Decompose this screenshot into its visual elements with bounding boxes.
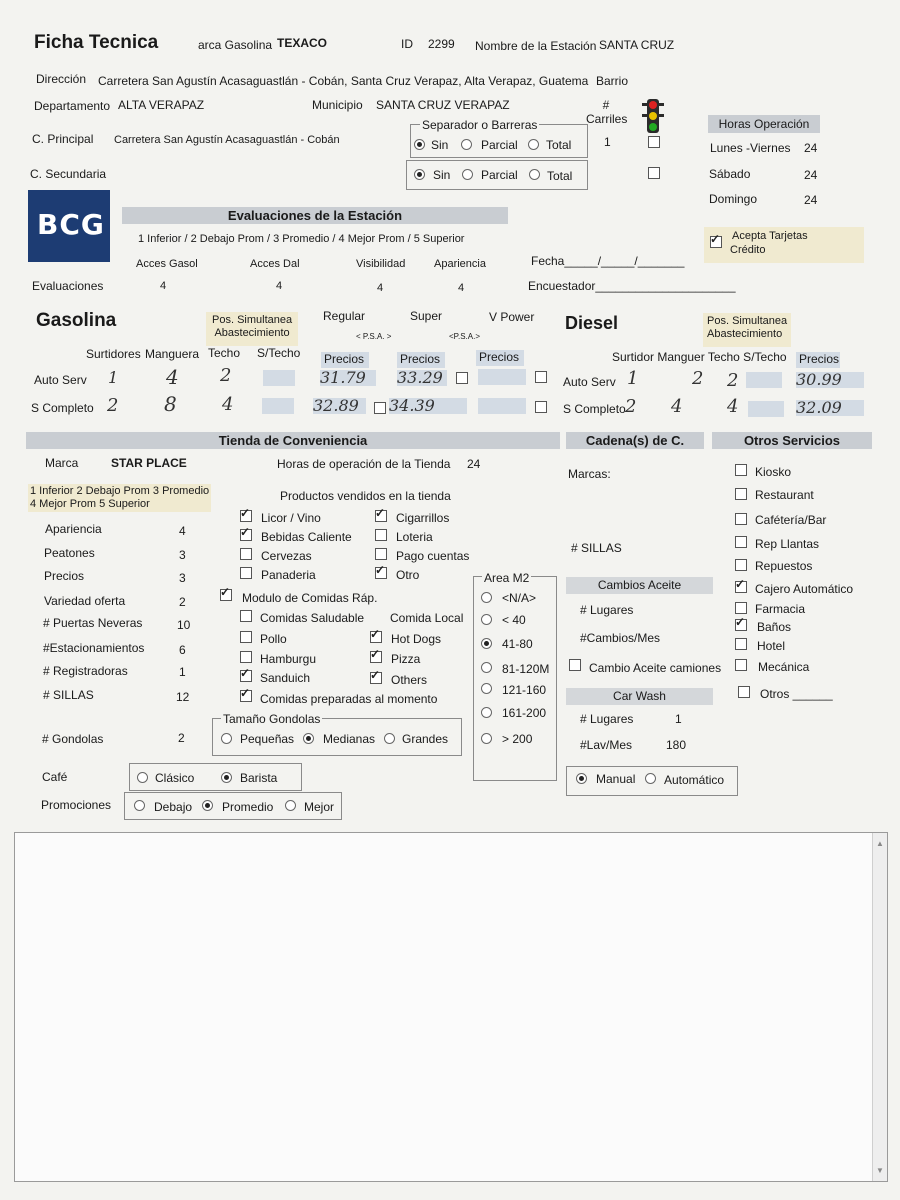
tienda-marca-label: Marca: [45, 456, 79, 470]
cafeteria-checkbox[interactable]: [735, 513, 747, 525]
diesel-auto-stecho[interactable]: [746, 372, 782, 388]
gondolas-value: 2: [178, 731, 185, 745]
carriles-label: # Carriles: [586, 98, 628, 126]
gas-auto-techo[interactable]: 2: [220, 365, 232, 386]
diesel-sc-techo[interactable]: 4: [727, 396, 739, 417]
tienda-horas-value: 24: [467, 457, 481, 471]
otros-header: Otros Servicios: [712, 432, 872, 449]
promociones-label: Promociones: [41, 798, 112, 812]
horas-lv-value: 24: [804, 141, 818, 155]
area-200-radio[interactable]: [481, 733, 492, 744]
horas-dom-value: 24: [804, 193, 818, 207]
area-41-80-radio[interactable]: [481, 638, 492, 649]
tienda-row-label: # SILLAS: [43, 688, 94, 702]
area-81-120-radio[interactable]: [481, 662, 492, 673]
eval-visibilidad: 4: [377, 282, 384, 294]
credito-label: Crédito: [730, 244, 766, 256]
farmacia-label: Farmacia: [755, 602, 806, 616]
direccion-value: Carretera San Agustín Acasaguastlán - Cobán, Santa Cruz Verapaz, Alta Verapaz, Guatema: [98, 74, 589, 88]
comida-local-label: Comida Local: [390, 611, 464, 625]
tienda-marca-value: STAR PLACE: [111, 456, 187, 470]
carwash-lav-label: #Lav/Mes: [580, 738, 633, 752]
station-label: Nombre de la Estación: [475, 39, 597, 53]
horas-dom-label: Domingo: [709, 192, 758, 206]
modulo-label: Modulo de Comidas Ráp.: [242, 591, 378, 605]
tienda-row-value: 3: [179, 571, 186, 585]
municipio-value: SANTA CRUZ VERAPAZ: [376, 98, 510, 112]
cervezas-label: Cervezas: [261, 549, 312, 563]
camiones-checkbox[interactable]: [569, 659, 581, 671]
cadenas-sillas-label: # SILLAS: [571, 541, 622, 555]
banos-checkbox[interactable]: [735, 619, 747, 631]
otros-label: Otros ______: [760, 687, 833, 701]
gas-sc-manguera[interactable]: 8: [164, 392, 177, 416]
evaluaciones-row-label: Evaluaciones: [32, 279, 104, 293]
carwash-header: Car Wash: [566, 688, 713, 705]
sanduich-label: Sanduich: [260, 671, 311, 685]
bebidas-label: Bebidas Caliente: [261, 530, 352, 544]
licor-checkbox[interactable]: [240, 510, 252, 522]
horas-sab-value: 24: [804, 168, 818, 182]
banos-label: Baños: [757, 620, 792, 634]
preparadas-label: Comidas preparadas al momento: [260, 692, 438, 706]
repuestos-checkbox[interactable]: [735, 559, 747, 571]
tienda-row-value: 3: [179, 548, 186, 562]
sep1-parcial-radio[interactable]: [461, 139, 472, 150]
col-acces-dal: Acces Dal: [250, 258, 300, 270]
gas-row-auto: Auto Serv: [34, 373, 87, 387]
tienda-row-label: #Estacionamientos: [43, 641, 145, 655]
medianas-radio[interactable]: [303, 733, 314, 744]
bebidas-checkbox[interactable]: [240, 529, 252, 541]
cajero-checkbox[interactable]: [735, 581, 747, 593]
bcg-logo: BCG: [28, 190, 110, 262]
tamano-label: Tamaño Gondolas: [223, 712, 321, 726]
col-acces-gasol: Acces Gasol: [136, 258, 198, 270]
pago-checkbox[interactable]: [375, 548, 387, 560]
sep2-total-label: Total: [547, 169, 573, 183]
col-manguera: Manguera: [145, 347, 200, 361]
area-na-label: <N/A>: [502, 591, 537, 605]
gas-auto-surtidores[interactable]: 1: [108, 368, 119, 387]
restaurant-label: Restaurant: [755, 488, 814, 502]
mejor-radio[interactable]: [285, 800, 296, 811]
cigarrillos-checkbox[interactable]: [375, 510, 387, 522]
diesel-cols: Surtidor Manguer Techo S/Techo: [612, 350, 787, 364]
col-super: Super: [410, 309, 443, 323]
station-value: SANTA CRUZ: [599, 38, 675, 52]
diesel-row-scompleto: S Completo: [563, 402, 626, 416]
area-121-160-label: 121-160: [502, 683, 547, 697]
mecanica-checkbox[interactable]: [735, 659, 747, 671]
pizza-checkbox[interactable]: [370, 651, 382, 663]
kiosko-label: Kiosko: [755, 465, 792, 479]
diesel-auto-surtidor[interactable]: 1: [627, 368, 639, 389]
tienda-row-label: Variedad oferta: [44, 594, 126, 608]
others-label: Others: [391, 673, 428, 687]
otros-checkbox[interactable]: [738, 686, 750, 698]
llantas-checkbox[interactable]: [735, 536, 747, 548]
marca-label: arca Gasolina: [198, 38, 273, 52]
tienda-scale: 1 Inferior 2 Debajo Prom 3 Promedio 4 Mejor Prom 5 Superior: [30, 485, 210, 510]
cprincipal-value: Carretera San Agustín Acasaguastlán - Cobán: [114, 134, 340, 146]
clasico-radio[interactable]: [137, 772, 148, 783]
grandes-label: Grandes: [402, 732, 449, 746]
gondolas-label: # Gondolas: [42, 732, 104, 746]
municipio-label: Municipio: [312, 98, 363, 112]
principal-semaforo-checkbox[interactable]: [648, 136, 660, 148]
area-41-80-label: 41-80: [502, 637, 533, 651]
gas-pos-simultanea: Pos. Simultanea Abastecimiento: [206, 312, 298, 346]
col-surtidores: Surtidores: [86, 347, 141, 361]
area-na-radio[interactable]: [481, 592, 492, 603]
cervezas-checkbox[interactable]: [240, 548, 252, 560]
area-200-label: > 200: [502, 732, 533, 746]
col-stecho: S/Techo: [257, 346, 301, 360]
mecanica-label: Mecánica: [758, 660, 810, 674]
otro-label: Otro: [396, 568, 420, 582]
tarjetas-label: Acepta Tarjetas: [732, 230, 808, 242]
precios-header-vpower: Precios: [476, 350, 524, 366]
pago-label: Pago cuentas: [396, 549, 470, 563]
sep2-parcial-label: Parcial: [481, 168, 518, 182]
secundaria-semaforo-checkbox[interactable]: [648, 167, 660, 179]
hotel-label: Hotel: [757, 639, 786, 653]
evaluaciones-scale: 1 Inferior / 2 Debajo Prom / 3 Promedio / 4 Mejor Prom / 5 Superior: [138, 233, 465, 245]
saludable-checkbox[interactable]: [240, 610, 252, 622]
encuestador-field[interactable]: Encuestador_____________________: [528, 279, 736, 293]
cafeteria-label: Cafétería/Bar: [755, 513, 827, 527]
cprincipal-label: C. Principal: [32, 132, 94, 146]
notes-textarea[interactable]: [14, 832, 888, 1182]
barrio-label: Barrio: [596, 74, 629, 88]
area-40-label: < 40: [502, 613, 526, 627]
sanduich-checkbox[interactable]: [240, 670, 252, 682]
saludable-label: Comidas Saludable: [260, 611, 365, 625]
pequenas-label: Pequeñas: [240, 732, 295, 746]
sep2-total-radio[interactable]: [529, 169, 540, 180]
barista-radio[interactable]: [221, 772, 232, 783]
sep1-total-radio[interactable]: [528, 139, 539, 150]
diesel-sc-surtidor[interactable]: 2: [625, 396, 637, 417]
sep1-parcial-label: Parcial: [481, 138, 518, 152]
horas-sab-label: Sábado: [709, 167, 751, 181]
area-40-radio[interactable]: [481, 614, 492, 625]
others-checkbox[interactable]: [370, 672, 382, 684]
separador-label: Separador o Barreras: [422, 118, 538, 132]
loteria-label: Loteria: [396, 530, 433, 544]
tienda-row-label: # Registradoras: [43, 664, 128, 678]
manual-label: Manual: [596, 772, 636, 786]
horas-lv-label: Lunes -Viernes: [710, 141, 791, 155]
restaurant-checkbox[interactable]: [735, 488, 747, 500]
otro-checkbox[interactable]: [375, 567, 387, 579]
col-visibilidad: Visibilidad: [356, 258, 406, 270]
diesel-auto-precio[interactable]: 30.99: [796, 372, 864, 388]
sep1-sin-radio[interactable]: [414, 139, 425, 150]
debajo-radio[interactable]: [134, 800, 145, 811]
gas-sc-regular[interactable]: 32.89: [313, 398, 366, 414]
gas-auto-regular[interactable]: 31.79: [320, 370, 376, 386]
notes-scrollbar[interactable]: [872, 833, 887, 1181]
gas-sc-stecho-field[interactable]: [262, 398, 294, 414]
gas-row-scompleto: S Completo: [31, 401, 94, 415]
diesel-auto-manguer[interactable]: 2: [692, 368, 704, 389]
panaderia-checkbox[interactable]: [240, 567, 252, 579]
area-group: [473, 576, 557, 781]
marca-value: TEXACO: [277, 36, 328, 50]
tienda-row-value: 2: [179, 595, 186, 609]
mejor-label: Mejor: [304, 800, 335, 814]
tienda-row-value: 10: [177, 618, 191, 632]
evaluaciones-header: Evaluaciones de la Estación: [122, 207, 508, 224]
pequenas-radio[interactable]: [221, 733, 232, 744]
gas-auto-vpower-checkbox[interactable]: [535, 371, 547, 383]
eval-acces-gasol: 4: [160, 280, 167, 292]
id-label: ID: [401, 37, 413, 51]
gas-sc-vpower-checkbox[interactable]: [535, 401, 547, 413]
cambios-lugares-label: # Lugares: [580, 603, 634, 617]
tienda-row-value: 6: [179, 643, 186, 657]
area-label: Area M2: [484, 571, 530, 585]
cambios-header: Cambios Aceite: [566, 577, 713, 594]
cigarrillos-label: Cigarrillos: [396, 511, 450, 525]
tienda-row-label: Apariencia: [45, 522, 102, 536]
hamburgu-checkbox[interactable]: [240, 651, 252, 663]
cambios-mes-label: #Cambios/Mes: [580, 631, 661, 645]
llantas-label: Rep Llantas: [755, 537, 820, 551]
depto-label: Departamento: [34, 99, 111, 113]
diesel-auto-techo[interactable]: 2: [727, 370, 739, 391]
eval-acces-dal: 4: [276, 280, 283, 292]
clasico-label: Clásico: [155, 771, 195, 785]
diesel-sc-precio[interactable]: 32.09: [796, 400, 864, 416]
form-title: Ficha Tecnica: [34, 32, 159, 53]
precios-header-super: Precios: [397, 352, 445, 368]
tarjetas-group: [704, 227, 864, 263]
depto-value: ALTA VERAPAZ: [118, 98, 205, 112]
pollo-label: Pollo: [260, 632, 287, 646]
tarjetas-checkbox[interactable]: [710, 236, 722, 248]
carwash-lugares-label: # Lugares: [580, 712, 634, 726]
gas-sc-techo[interactable]: 4: [222, 394, 234, 415]
tienda-row-label: # Puertas Neveras: [43, 616, 143, 630]
horas-header: Horas Operación: [708, 115, 820, 133]
gas-auto-super-checkbox[interactable]: [456, 372, 468, 384]
gas-auto-stecho-field[interactable]: [263, 370, 295, 386]
automatico-label: Automático: [664, 773, 725, 787]
kiosko-checkbox[interactable]: [735, 464, 747, 476]
tienda-row-label: Peatones: [44, 546, 95, 560]
manual-radio[interactable]: [576, 773, 587, 784]
sep2-sin-radio[interactable]: [414, 169, 425, 180]
sep2-parcial-radio[interactable]: [462, 169, 473, 180]
psa-label-2: <P.S.A.>: [449, 332, 480, 341]
diesel-pos-simultanea: Pos. Simultanea Abastecimiento: [703, 313, 791, 347]
sep1-sin-label: Sin: [431, 138, 449, 152]
hotdogs-label: Hot Dogs: [391, 632, 442, 646]
promedio-label: Promedio: [222, 800, 274, 814]
cadenas-header: Cadena(s) de C.: [566, 432, 704, 449]
col-apariencia: Apariencia: [434, 258, 486, 270]
tienda-row-value: 4: [179, 524, 186, 538]
repuestos-label: Repuestos: [755, 559, 813, 573]
tienda-row-label: Precios: [44, 569, 85, 583]
area-121-160-radio[interactable]: [481, 683, 492, 694]
marcas-label: Marcas:: [568, 467, 611, 481]
csecundaria-label: C. Secundaria: [30, 167, 107, 181]
automatico-radio[interactable]: [645, 773, 656, 784]
traffic-light-icon: [642, 99, 664, 138]
diesel-title: Diesel: [565, 313, 619, 333]
direccion-label: Dirección: [36, 72, 87, 86]
gas-sc-regular-checkbox[interactable]: [374, 402, 386, 414]
tienda-horas-label: Horas de operación de la Tienda: [277, 457, 451, 471]
col-techo: Techo: [208, 346, 241, 360]
grandes-radio[interactable]: [384, 733, 395, 744]
sep1-total-label: Total: [546, 138, 572, 152]
tienda-header: Tienda de Conveniencia: [26, 432, 560, 449]
tienda-row-value: 1: [179, 665, 186, 679]
hotdogs-checkbox[interactable]: [370, 631, 382, 643]
modulo-checkbox[interactable]: [220, 589, 232, 601]
gasolina-title: Gasolina: [36, 310, 117, 331]
area-161-200-label: 161-200: [502, 706, 547, 720]
gas-auto-super[interactable]: 33.29: [397, 370, 447, 386]
cajero-label: Cajero Automático: [755, 582, 854, 596]
psa-label-1: < P.S.A. >: [356, 332, 392, 341]
scroll-up-icon[interactable]: ▲: [876, 839, 884, 848]
gas-sc-super[interactable]: 34.39: [389, 398, 467, 414]
panaderia-label: Panaderia: [261, 568, 316, 582]
licor-label: Licor / Vino: [261, 511, 321, 525]
gas-auto-manguera[interactable]: 4: [166, 365, 179, 389]
carwash-lav-value: 180: [666, 738, 687, 752]
gas-auto-vpower[interactable]: [478, 369, 526, 385]
productos-label: Productos vendidos en la tienda: [280, 489, 451, 503]
diesel-sc-stecho[interactable]: [748, 401, 784, 417]
pollo-checkbox[interactable]: [240, 631, 252, 643]
medianas-label: Medianas: [323, 732, 376, 746]
area-161-200-radio[interactable]: [481, 707, 492, 718]
carriles-value: 1: [604, 135, 611, 149]
promedio-radio[interactable]: [202, 800, 213, 811]
hotel-checkbox[interactable]: [735, 638, 747, 650]
carwash-lugares-value: 1: [675, 712, 682, 726]
diesel-row-auto: Auto Serv: [563, 375, 616, 389]
precios-header-regular: Precios: [321, 352, 369, 368]
barista-label: Barista: [240, 771, 278, 785]
farmacia-checkbox[interactable]: [735, 602, 747, 614]
sep2-sin-label: Sin: [433, 168, 451, 182]
gas-sc-surtidores[interactable]: 2: [107, 395, 119, 416]
gas-sc-vpower[interactable]: [478, 398, 526, 414]
id-value: 2299: [428, 37, 455, 51]
diesel-sc-manguer[interactable]: 4: [671, 396, 683, 417]
pizza-label: Pizza: [391, 652, 421, 666]
col-vpower: V Power: [489, 310, 535, 324]
col-regular: Regular: [323, 309, 366, 323]
tienda-row-value: 12: [176, 690, 190, 704]
area-81-120-label: 81-120M: [502, 662, 550, 676]
cafe-label: Café: [42, 770, 68, 784]
fecha-field[interactable]: Fecha_____/_____/_______: [531, 254, 685, 268]
loteria-checkbox[interactable]: [375, 529, 387, 541]
scroll-down-icon[interactable]: ▼: [876, 1166, 884, 1175]
debajo-label: Debajo: [154, 800, 193, 814]
diesel-precios-header: Precios: [796, 352, 840, 368]
preparadas-checkbox[interactable]: [240, 690, 252, 702]
camiones-label: Cambio Aceite camiones: [589, 661, 722, 675]
hamburgu-label: Hamburgu: [260, 652, 317, 666]
eval-apariencia: 4: [458, 282, 465, 294]
